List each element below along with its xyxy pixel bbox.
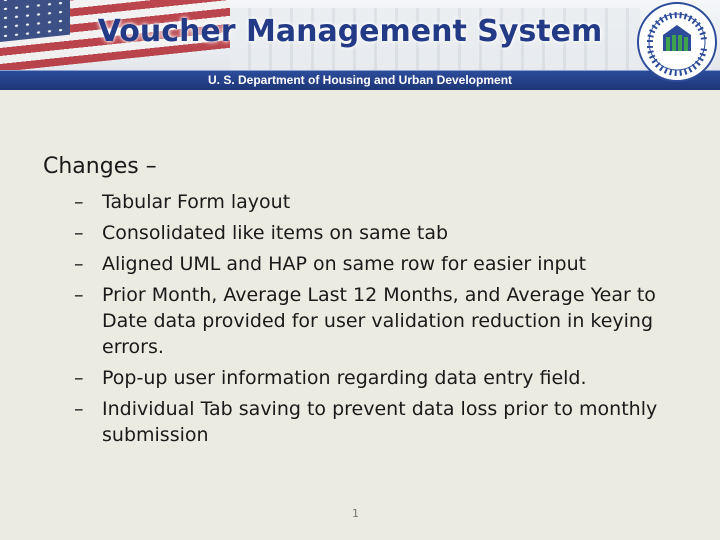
list-item-text: Individual Tab saving to prevent data loss prior to monthly submission (102, 398, 658, 446)
changes-list (74, 189, 692, 453)
list-item-text: Tabular Form layout (102, 191, 291, 213)
hud-seal-icon (636, 1, 718, 83)
department-bar (0, 70, 720, 90)
dash-bullet: – (74, 253, 84, 275)
list-item (74, 396, 692, 448)
department-name: U. S. Department of Housing and Urban Development (207, 73, 513, 87)
list-item-text: Prior Month, Average Last 12 Months, and Average Year to Date data provided for user validation reduction in keying errors. (102, 284, 656, 358)
list-item-text: Consolidated like items on same tab (102, 222, 449, 244)
changes-heading: Changes – (43, 154, 157, 179)
page-title: Voucher Management System (97, 14, 603, 49)
dash-bullet: – (74, 191, 84, 213)
header-banner (0, 0, 720, 90)
dash-bullet: – (74, 284, 84, 306)
dash-bullet: – (74, 398, 84, 420)
list-item (74, 220, 692, 246)
dash-bullet: – (74, 367, 84, 389)
list-item (74, 189, 692, 215)
dash-bullet: – (74, 222, 84, 244)
page-number: 1 (352, 507, 359, 520)
list-item (74, 365, 692, 391)
list-item-text: Aligned UML and HAP on same row for easier input (102, 253, 587, 275)
list-item (74, 251, 692, 277)
list-item-text: Pop-up user information regarding data entry field. (102, 367, 587, 389)
list-item (74, 282, 692, 360)
